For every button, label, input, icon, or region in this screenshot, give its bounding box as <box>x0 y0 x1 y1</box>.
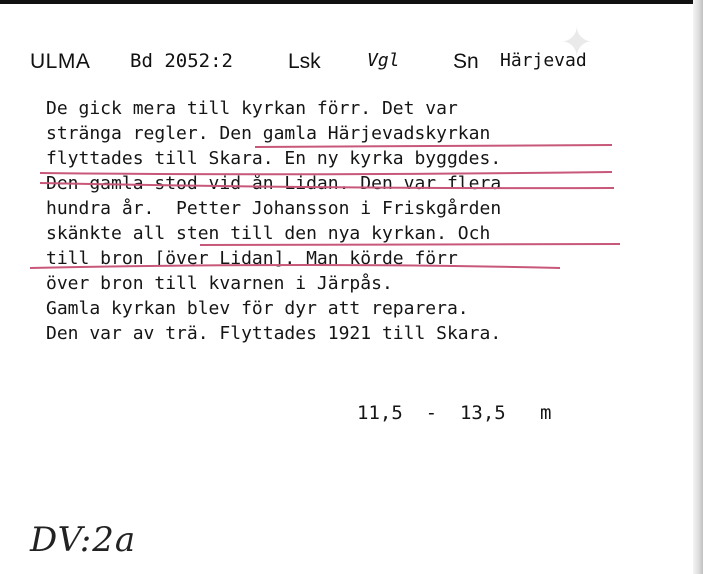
top-border <box>0 0 703 4</box>
parish-name: Härjevad <box>500 50 587 71</box>
region-label: Vgl <box>367 50 400 71</box>
county-label: Lsk <box>288 50 321 73</box>
archive-signature: DV:2a <box>30 520 137 560</box>
text-line: till bron [över Lidan]. Man körde förr <box>46 248 458 269</box>
text-line: Gamla kyrkan blev för dyr att reparera. <box>46 298 469 319</box>
text-line: De gick mera till kyrkan förr. Det var <box>46 98 458 119</box>
reference-code: Bd 2052:2 <box>130 50 233 72</box>
bleed-through-mark: ✦ <box>560 20 596 66</box>
transcript-text <box>46 96 501 346</box>
measurement-range: 11,5 - 13,5 m <box>357 402 552 424</box>
parish-prefix: Sn <box>453 50 479 73</box>
text-line: Den var av trä. Flyttades 1921 till Skara. <box>46 323 502 344</box>
text-line: över bron till kvarnen i Järpås. <box>46 273 393 294</box>
text-line: skänkte all sten till den nya kyrkan. Och <box>46 223 491 244</box>
card-edge <box>693 0 703 574</box>
archive-name: ULMA <box>30 50 91 73</box>
text-line: Den gamla stod vid ån Lidan. Den var flera <box>46 173 502 194</box>
text-line: stränga regler. Den gamla Härjevadskyrkan <box>46 123 491 144</box>
text-line: flyttades till Skara. En ny kyrka byggdes. <box>46 148 502 169</box>
text-line: hundra år. Petter Johansson i Friskgården <box>46 198 502 219</box>
